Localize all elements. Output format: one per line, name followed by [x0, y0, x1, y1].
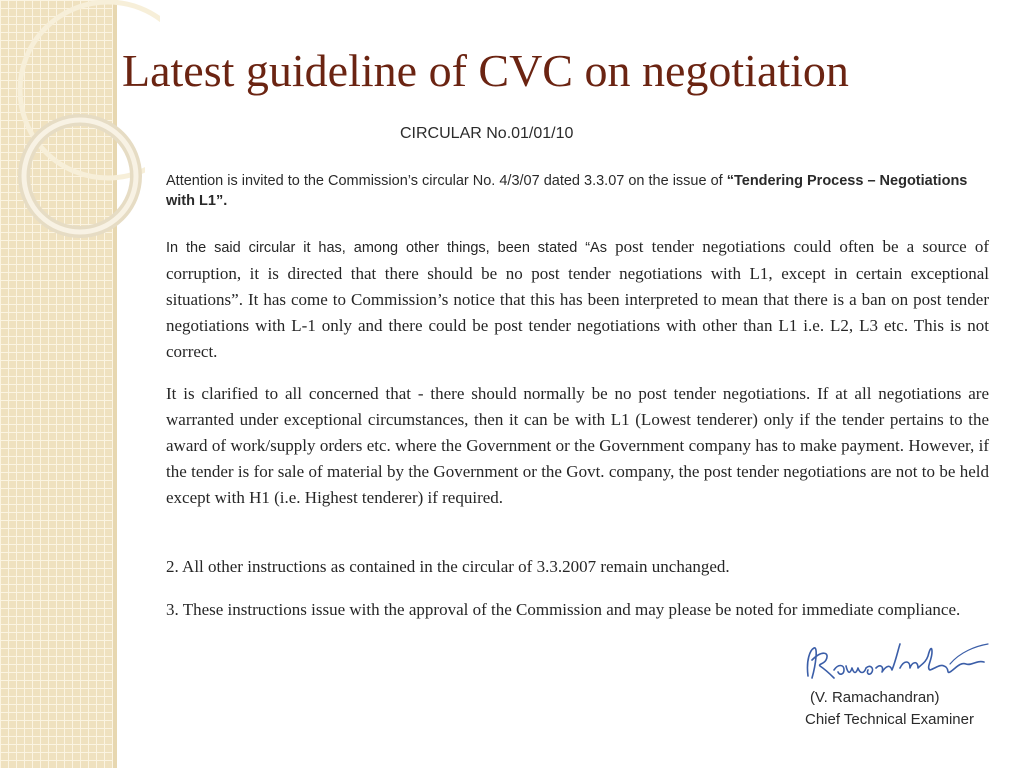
signer-name: (V. Ramachandran) [810, 689, 940, 706]
paragraph-1-lead: In the said circular it has, among other things, been stated “As [166, 240, 607, 256]
paragraph-4: 3. These instructions issue with the approval of the Commission and may please be noted for immediate compliance. [166, 600, 961, 619]
paragraph-3: 2. All other instructions as contained in the circular of 3.3.2007 remain unchanged. [166, 557, 730, 576]
paragraph-1-body: post tender negotiations could often be a source of corruption, it is directed that there should be no post tender negotiations with L1, except in certain exceptional situations”. It has come to Commission’s notice that this has been interpreted to mean that there is a ban on post tender negotiations with L-1 only and there could be post tender negotiations with other than L1 i.e. L2, L3 etc. This is not correct. [166, 237, 989, 361]
intro-subject: “Tendering Process – Negotiations with L1”. [166, 173, 968, 209]
handwritten-signature [800, 630, 1000, 690]
paragraph-2: It is clarified to all concerned that - there should normally be no post tender negotiations. If at all negotiations are warranted under exceptional circumstances, then it can be with L1 (Lowest tenderer) only if the tender pertains to the award of work/supply orders etc. where the Government or the Government company has to make payment. However, if the tender is for sale of material by the Government or the Govt. company, the post tender negotiations are not to be held except with H1 (i.e. Highest tenderer) if required. [166, 384, 989, 507]
intro-text: Attention is invited to the Commission’s circular No. 4/3/07 dated 3.3.07 on the issue of [166, 173, 727, 189]
slide-title: Latest guideline of CVC on negotiation [122, 45, 849, 96]
circular-number: CIRCULAR No.01/01/10 [400, 125, 574, 142]
circular-intro [166, 171, 996, 211]
signer-title: Chief Technical Examiner [805, 711, 974, 728]
paragraph-1 [166, 234, 989, 365]
